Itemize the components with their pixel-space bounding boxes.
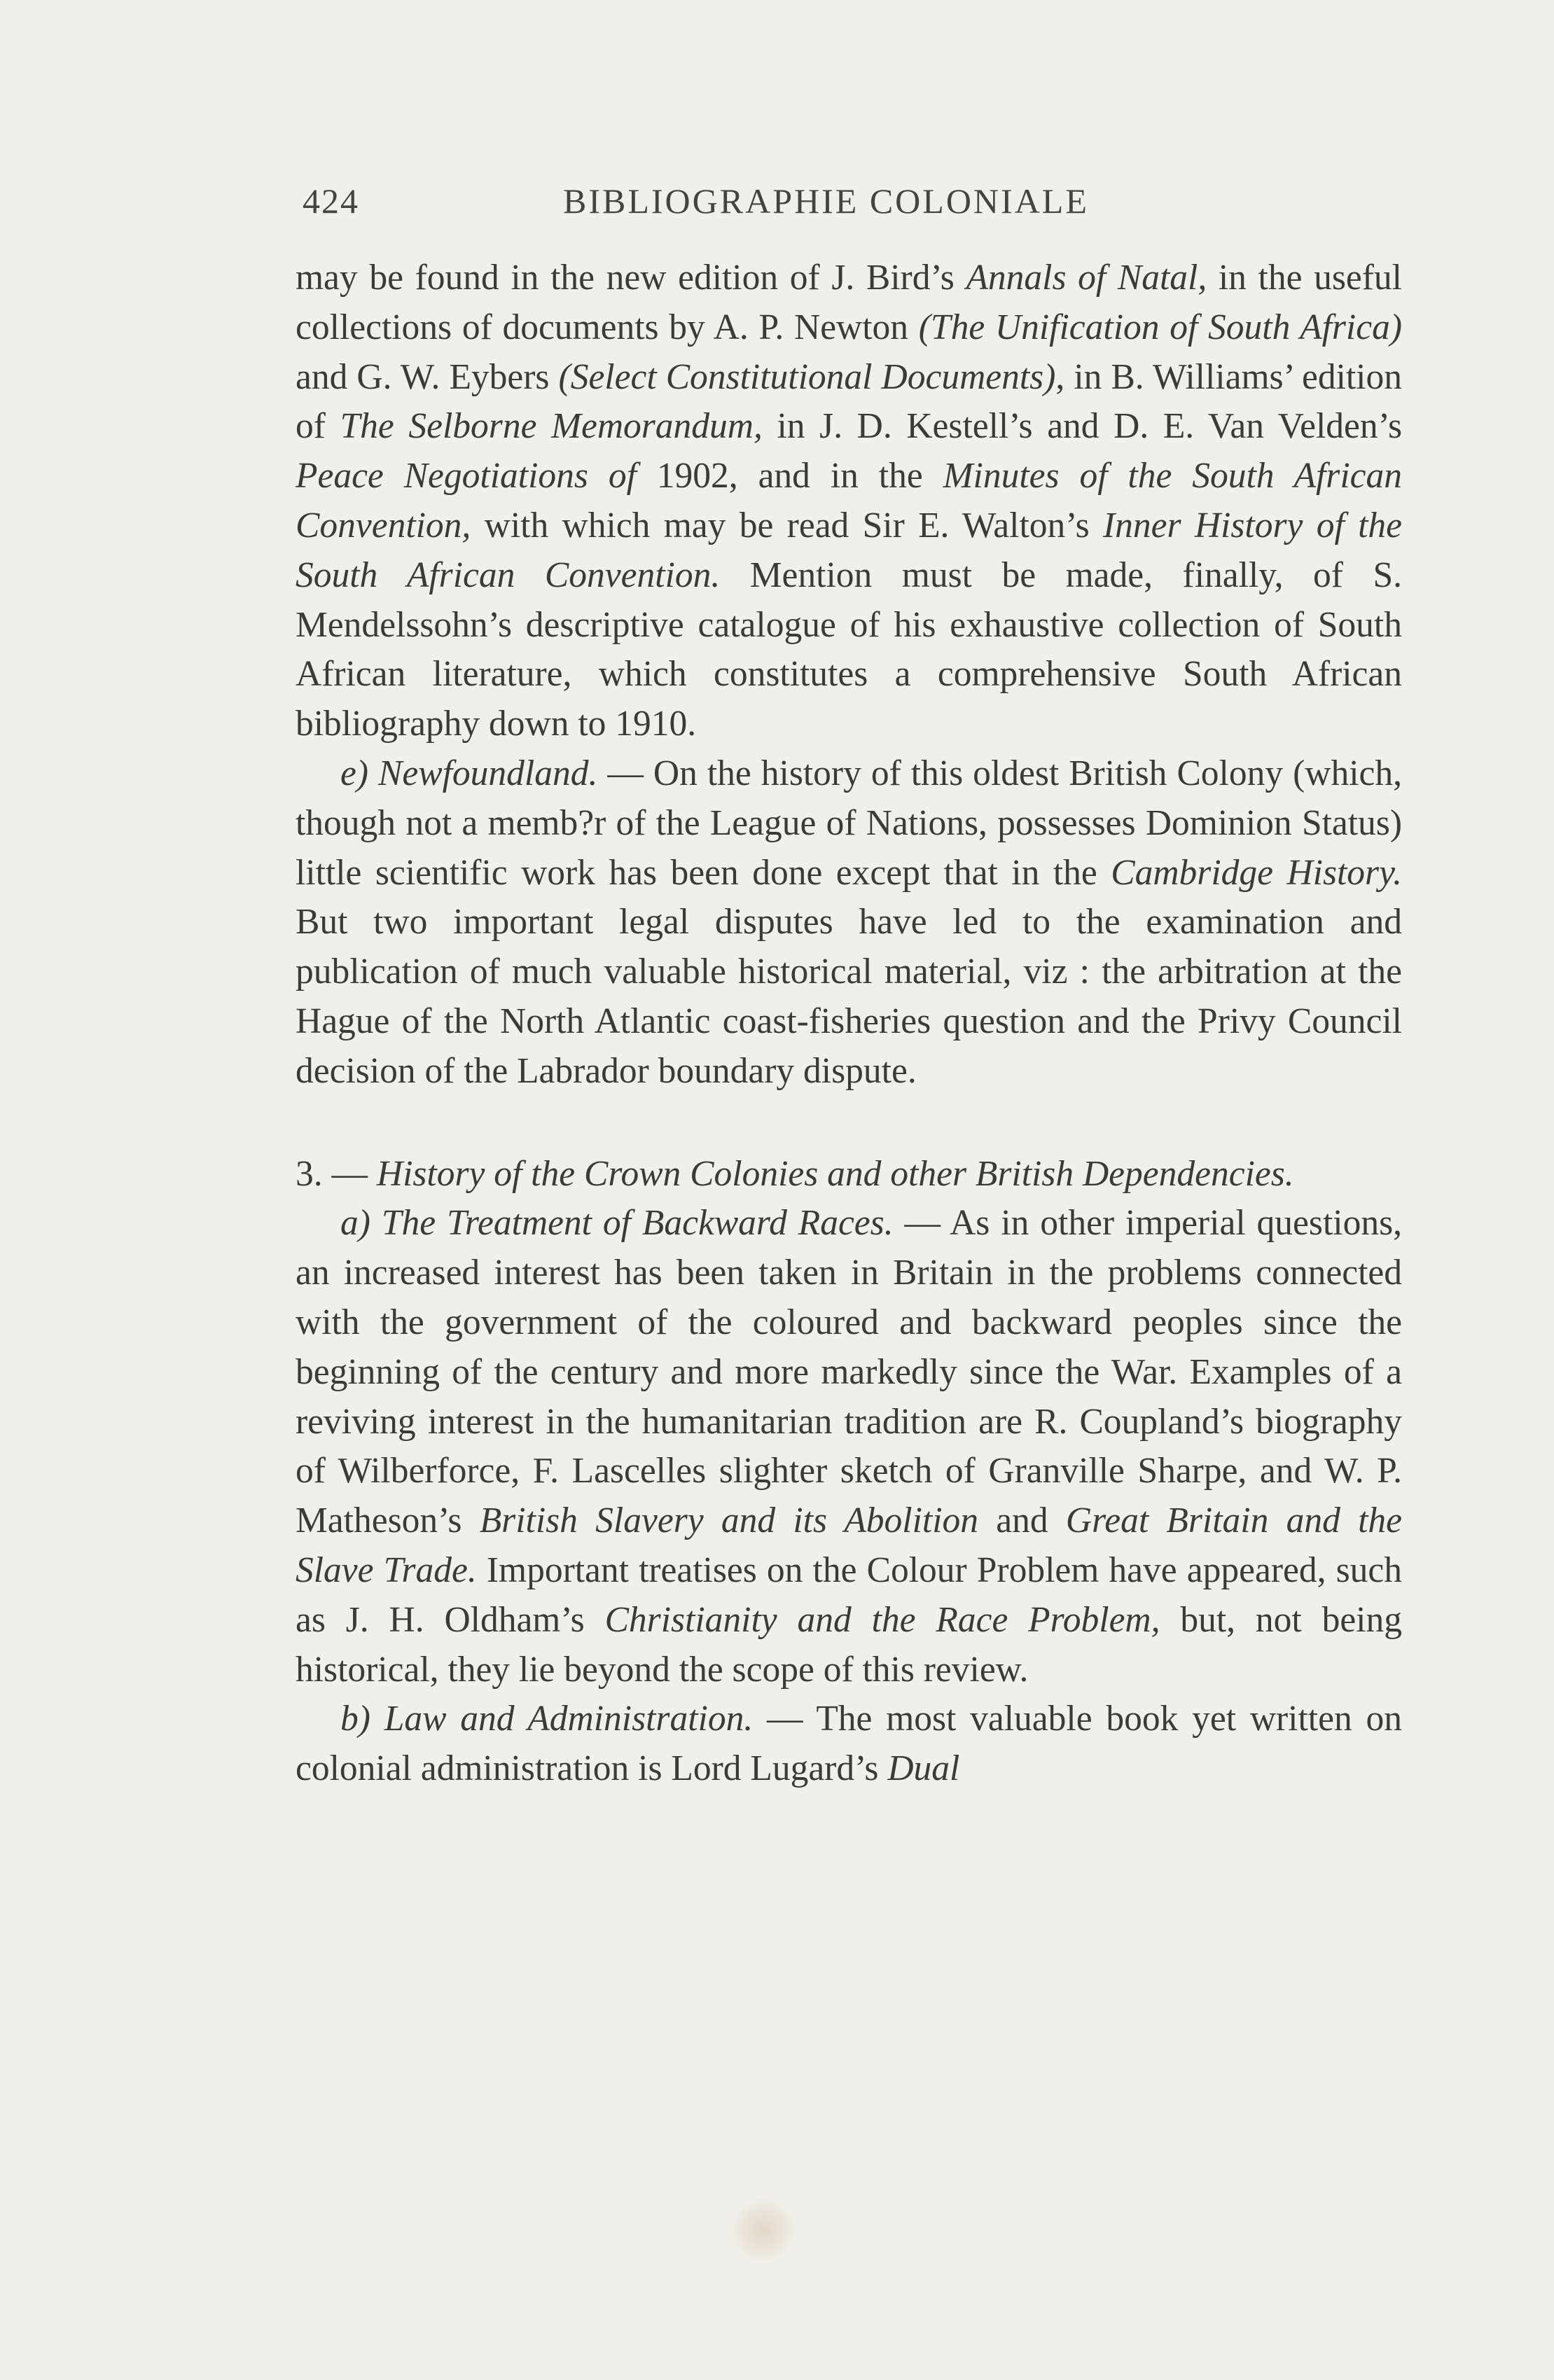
title-british-slavery: British Slavery and its Abolition <box>479 1501 979 1541</box>
subheading-backward-races: The Treatment of Backward Races. <box>381 1203 894 1244</box>
page-number: 424 <box>303 181 359 221</box>
paragraph-law-administration: b) Law and Administration. — The most valuable book yet written on colonial administration is Lord Lugard’s Dual <box>296 1699 1402 1789</box>
paper-stain <box>732 2199 795 2262</box>
subheading-newfoundland: Newfoundland. <box>378 753 598 793</box>
section-heading-crown-colonies: 3. — History of the Crown Colonies and other British Dependencies. <box>296 1153 1294 1194</box>
title-peace-negotiations: Peace Negotiations of <box>296 456 637 496</box>
paragraph-newfoundland: e) Newfoundland. — On the history of this oldest British Colony (which, though not a memb?r of the League of Nations, possesses Dominion Status) little scientific work has been done except that in the Cambridge History. But two important legal disputes have led to the examination and publication of much valuable historical material, viz : the arbitration at the Hague of the North Atlantic coast-fisheries question and the Privy Council decision of the Labrador boundary dispute. <box>296 753 1402 1091</box>
title-unification-of-south-africa: (The Unification of South Africa) <box>918 307 1402 347</box>
running-title: BIBLIOGRAPHIE COLONIALE <box>563 181 1089 221</box>
title-selborne-memorandum: The Selborne Memorandum, <box>340 406 763 447</box>
paragraph-south-africa-sources: may be found in the new edition of J. Bird’s Annals of Natal, in the useful collections of documents by A. P. Newton (The Unification of South Africa) and G. W. Eybers (Select Constitutional Documents), in B. Williams’ edition of The Selborne Memorandum, in J. D. Kestell’s and D. E. Van Velden’s Peace Negotiations of 1902, and in the Minutes of the South African Convention, with which may be read Sir E. Walton’s Inner History of the South African Convention. Mention must be made, finally, of S. Mendelssohn’s descriptive catalogue of his exhaustive collection of South African literature, which constitutes a comprehensive South African bibliography down to 1910. <box>296 258 1403 744</box>
title-annals-of-natal: Annals of Natal, <box>966 258 1207 298</box>
title-slave-trade: Great Britain and the Slave Trade. <box>296 1501 1403 1590</box>
title-select-constitutional-documents: (Select Constitutional Documents) <box>558 356 1056 397</box>
title-christianity-race-problem: Christianity and the Race Problem, <box>604 1599 1160 1640</box>
title-inner-history: Inner History of the South African Convention. <box>296 505 1403 595</box>
running-head <box>303 181 1401 230</box>
title-dual-mandate: Dual <box>887 1748 960 1789</box>
subheading-law-administration: Law and Administration. <box>384 1699 754 1739</box>
title-cambridge-history: Cambridge History. <box>1111 852 1402 893</box>
paragraph-backward-races: a) The Treatment of Backward Races. — As in other imperial questions, an increased interest has been taken in Britain in the problems connected with the government of the coloured and backward peoples since the beginning of the century and more markedly since the War. Examples of a reviving interest in the humanitarian tradition are R. Coupland’s biography of Wilberforce, F. Lascelles slighter sketch of Granville Sharpe, and W. P. Matheson’s British Slavery and its Abolition and Great Britain and the Slave Trade. Important treatises on the Colour Problem have appeared, such as J. H. Oldham’s Christianity and the Race Problem, but, not being historical, they lie beyond the scope of this review. <box>296 1203 1403 1690</box>
title-minutes-south-african-convention: Minutes of the South African Convention, <box>296 456 1402 545</box>
body-text <box>296 253 1402 1794</box>
